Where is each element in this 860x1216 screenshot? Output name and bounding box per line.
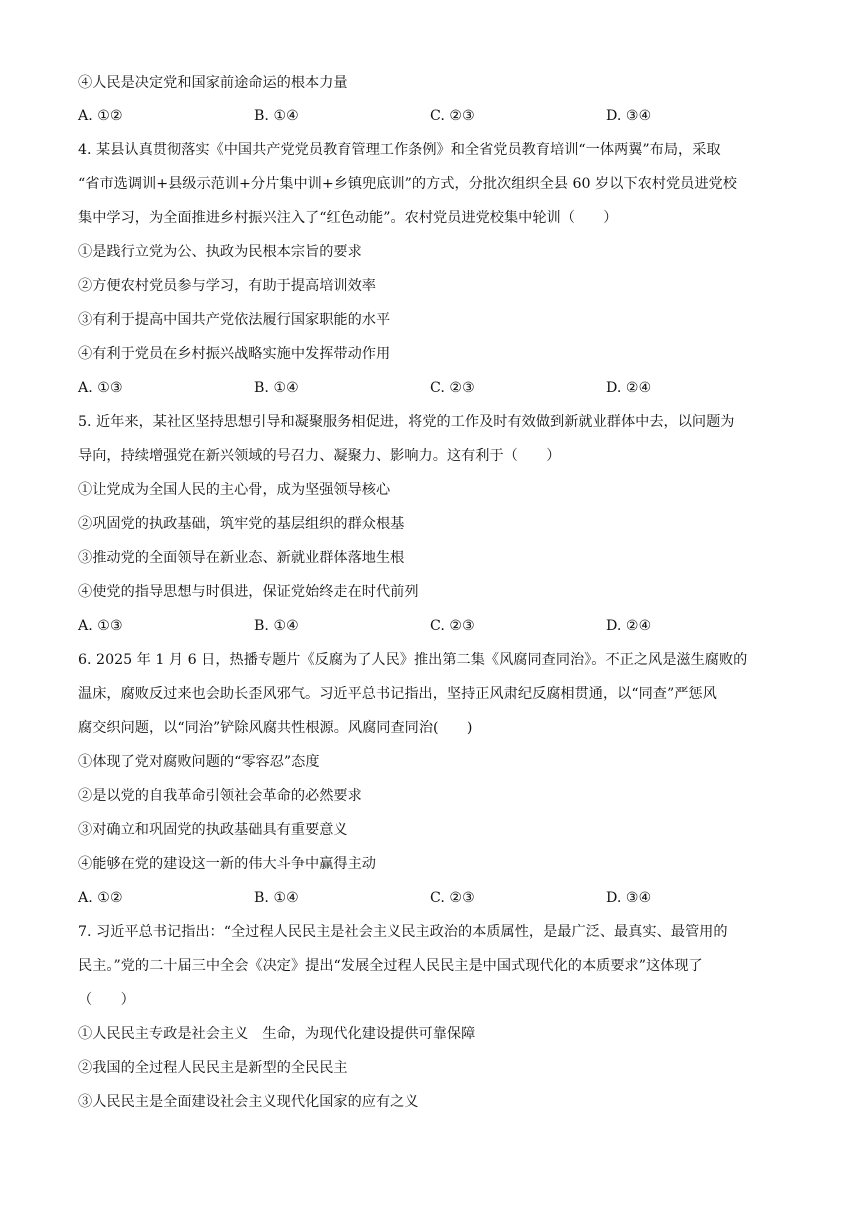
question-4-text: 集中学习，为全面推进乡村振兴注入了“红色动能”。农村党员进党校集中轮训（ ） [78,210,618,226]
question-6-text: 温床，腐败反过来也会助长歪风邪气。习近平总书记指出，坚持正风肃纪反腐相贯通，以“同查”严惩风 [78,686,717,702]
question-5-text: 5. 近年来，某社区坚持思想引导和凝聚服务相促进，将党的工作及时有效做到新就业群体中去，以问题为 [78,414,735,430]
statement: ③推动党的全面领导在新业态、新就业群体落地生根 [78,550,405,566]
question-6-text: 腐交织问题，以“同治”铲除风腐共性根源。风腐同查同治( ) [78,720,473,736]
option-a: A. ①② [78,890,123,906]
option-c: C. ②③ [430,890,475,906]
text-line: ④人民是决定党和国家前途命运的根本力量 [78,75,348,91]
option-b: B. ①④ [254,890,299,906]
statement: ③对确立和巩固党的执政基础具有重要意义 [78,822,348,838]
question-4-text: “省市选调训+县级示范训+分片集中训+乡镇兜底训”的方式，分批次组织全县 60 岁以下农村党员进党校 [78,176,737,192]
question-4-text: 4. 某县认真贯彻落实《中国共产党党员教育管理工作条例》和全省党员教育培训“一体两翼”布局，采取 [78,142,721,158]
option-a: A. ①② [78,108,123,124]
option-d: D. ③④ [606,890,652,906]
statement: ④有利于党员在乡村振兴战略实施中发挥带动作用 [78,346,391,362]
question-7-text: （ ） [78,992,135,1008]
option-b: B. ①④ [254,108,299,124]
question-6-text: 6. 2025 年 1 月 6 日，热播专题片《反腐为了人民》推出第二集《风腐同查同治》。不正之风是滋生腐败的 [78,652,748,668]
statement: ①人民民主专政是社会主义 生命，为现代化建设提供可靠保障 [78,1026,476,1042]
statement: ③有利于提高中国共产党依法履行国家职能的水平 [78,312,391,328]
question-5-text: 导向，持续增强党在新兴领域的号召力、凝聚力、影响力。这有利于（ ） [78,448,561,464]
option-c: C. ②③ [430,380,475,396]
statement: ④能够在党的建设这一新的伟大斗争中赢得主动 [78,856,376,872]
statement: ②巩固党的执政基础，筑牢党的基层组织的群众根基 [78,516,405,532]
option-d: D. ②④ [606,380,652,396]
option-a: A. ①③ [78,618,123,634]
option-a: A. ①③ [78,380,123,396]
statement: ②我国的全过程人民民主是新型的全民民主 [78,1060,348,1076]
question-7-text: 民主。”党的二十届三中全会《决定》提出“发展全过程人民民主是中国式现代化的本质要求”这体现了 [78,958,703,974]
statement: ②是以党的自我革命引领社会革命的必然要求 [78,788,362,804]
statement: ①是践行立党为公、执政为民根本宗旨的要求 [78,244,362,260]
statement: ③人民民主是全面建设社会主义现代化国家的应有之义 [78,1094,419,1110]
option-d: D. ③④ [606,108,652,124]
option-b: B. ①④ [254,618,299,634]
option-c: C. ②③ [430,108,475,124]
option-c: C. ②③ [430,618,475,634]
option-d: D. ②④ [606,618,652,634]
question-7-text: 7. 习近平总书记指出：“全过程人民民主是社会主义民主政治的本质属性，是最广泛、最真实、最管用的 [78,924,728,940]
statement: ②方便农村党员参与学习，有助于提高培训效率 [78,278,376,294]
statement: ④使党的指导思想与时俱进，保证党始终走在时代前列 [78,584,419,600]
statement: ①让党成为全国人民的主心骨，成为坚强领导核心 [78,482,391,498]
option-b: B. ①④ [254,380,299,396]
statement: ①体现了党对腐败问题的“零容忍”态度 [78,754,320,770]
